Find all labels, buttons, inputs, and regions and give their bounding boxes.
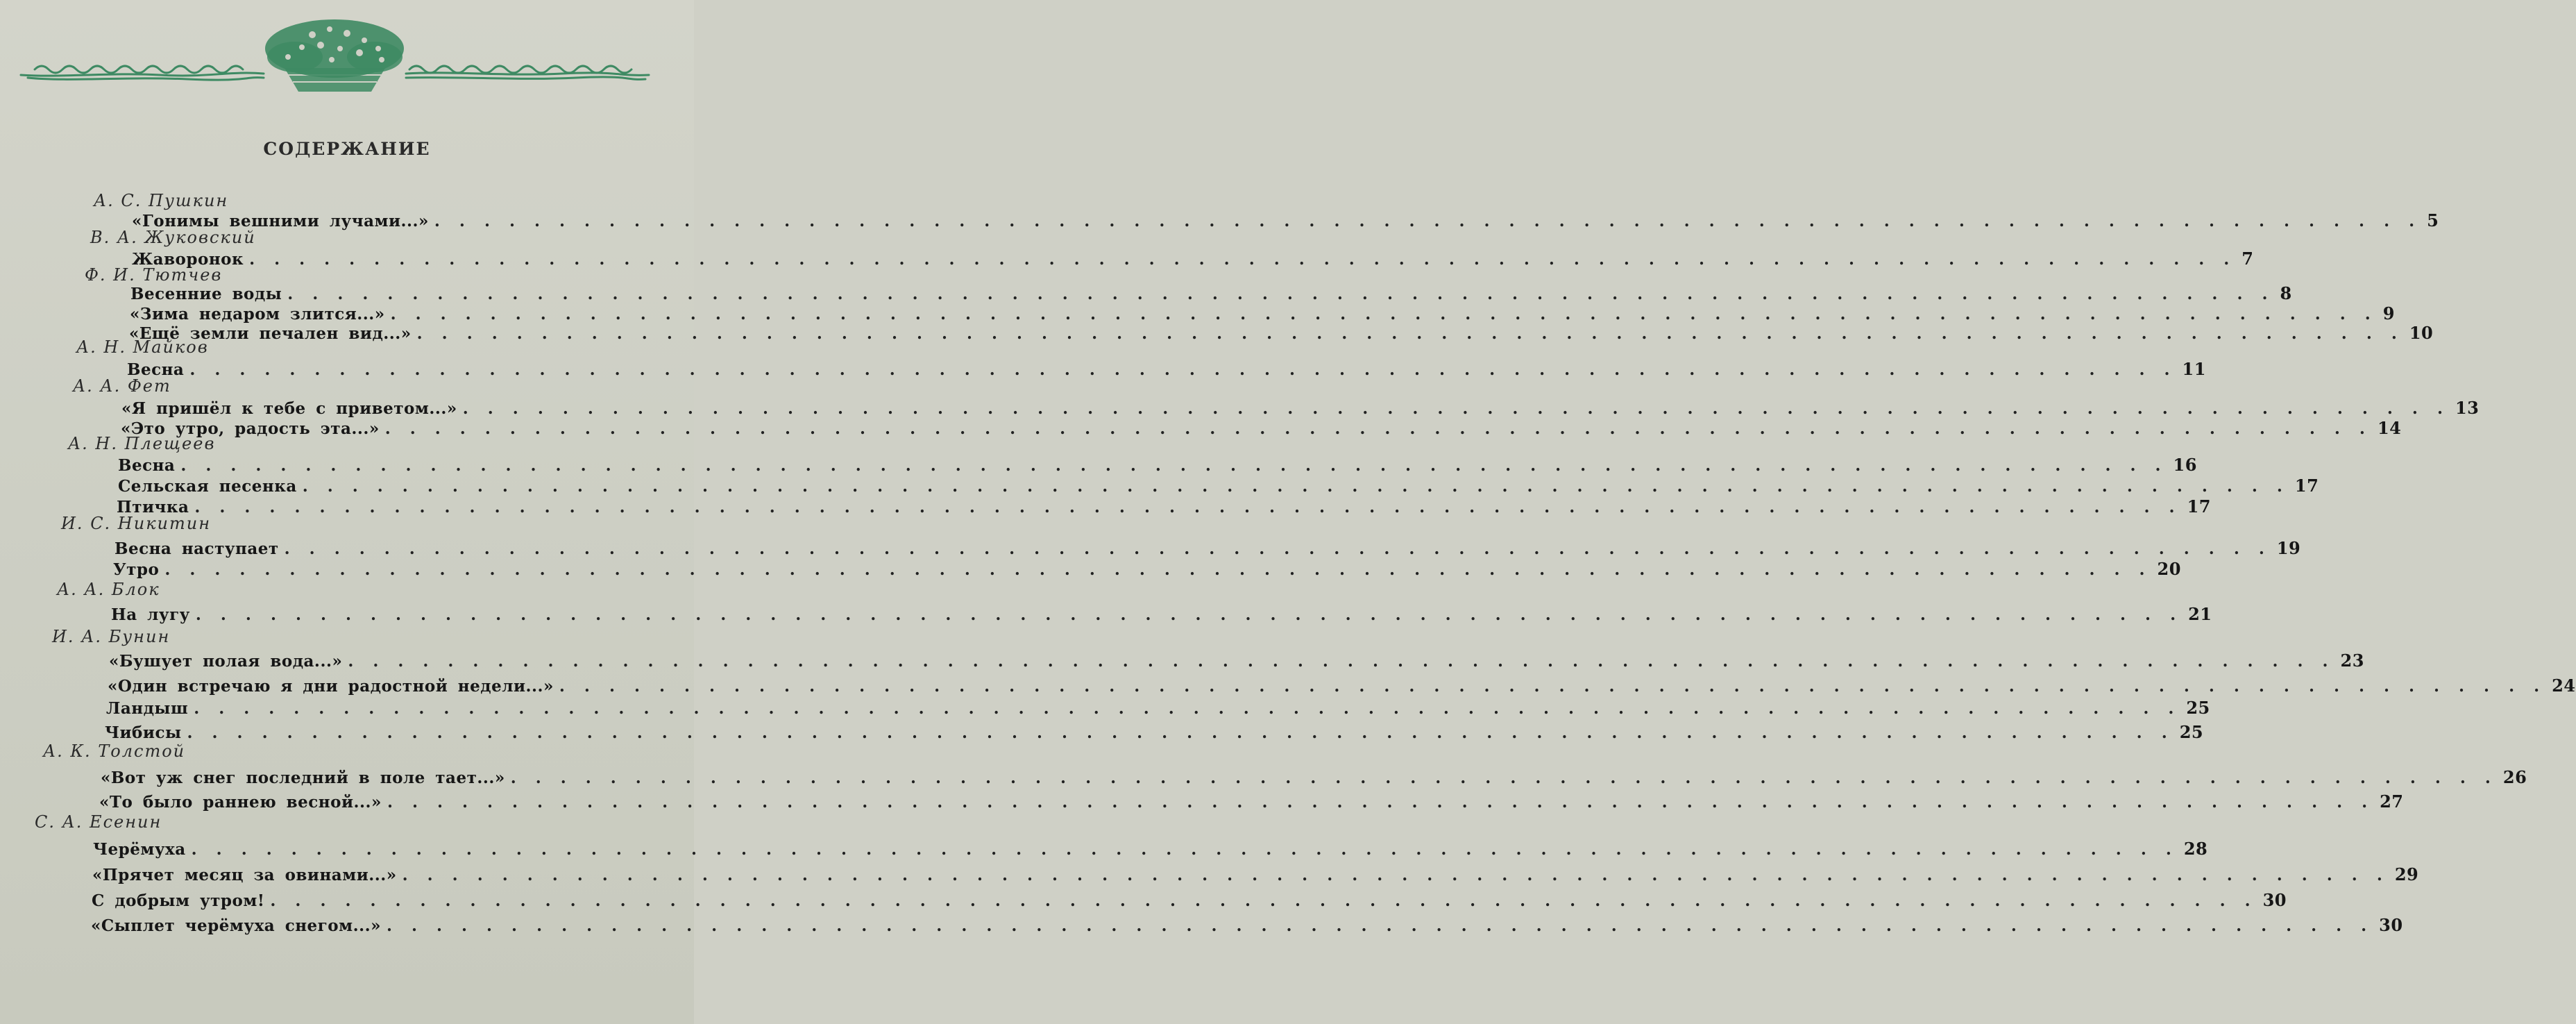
flower-basket-ornament-icon bbox=[21, 14, 649, 94]
page-number: 30 bbox=[2262, 890, 2287, 910]
dot-leader: . . . . . . . . . . . . . . . . . . . . . . . . . . . . . . . . . . . . . . . . . . . . . . . . . . . . . . . . . . . . . . . . . . . . . . . . . . . . . . . . bbox=[194, 498, 2182, 517]
poem-title: «Зима недаром злится...» bbox=[130, 305, 385, 324]
page-number: 16 bbox=[2173, 455, 2197, 475]
page-number: 20 bbox=[2157, 559, 2181, 579]
page-number: 7 bbox=[2242, 249, 2254, 269]
toc-entry bbox=[121, 398, 2480, 418]
author-name: А. Н. Плещеев bbox=[68, 434, 216, 453]
contents-heading: СОДЕРЖАНИЕ bbox=[263, 139, 431, 159]
toc-entry bbox=[101, 767, 2527, 787]
toc-entry bbox=[130, 303, 2395, 324]
toc-entry bbox=[118, 476, 2319, 496]
page-number: 27 bbox=[2380, 791, 2404, 812]
poem-title: Ландыш bbox=[106, 699, 189, 718]
toc-entry bbox=[115, 538, 2301, 558]
toc-entry bbox=[113, 559, 2181, 579]
poem-title: Весенние воды bbox=[130, 285, 282, 303]
toc-entry bbox=[108, 675, 2576, 696]
author-name: А. А. Блок bbox=[57, 580, 160, 599]
page-number: 10 bbox=[2409, 323, 2434, 343]
poem-title: С добрым утром! bbox=[92, 891, 265, 910]
page-number: 23 bbox=[2340, 651, 2364, 671]
page-number: 14 bbox=[2377, 418, 2402, 438]
author-name: А. К. Толстой bbox=[43, 741, 186, 761]
author-name: А. С. Пушкин bbox=[94, 191, 229, 210]
page-number: 13 bbox=[2455, 398, 2480, 418]
author-name: В. А. Жуковский bbox=[90, 228, 256, 247]
dot-leader: . . . . . . . . . . . . . . . . . . . . . . . . . . . . . . . . . . . . . . . . . . . . . . . . . . . . . . . . . . . . . . . . . . . . . . . . . . . . . . . . bbox=[390, 305, 2378, 324]
page-number: 25 bbox=[2179, 722, 2204, 742]
page-number: 21 bbox=[2188, 604, 2212, 624]
page-number: 25 bbox=[2186, 698, 2210, 718]
author-name: И. С. Никитин bbox=[61, 514, 212, 533]
dot-leader: . . . . . . . . . . . . . . . . . . . . . . . . . . . . . . . . . . . . . . . . . . . . . . . . . . . . . . . . . . . . . . . . . . . . . . . . . . . . . . . . bbox=[191, 840, 2178, 859]
toc-entry bbox=[106, 698, 2210, 718]
poem-title: Чибисы bbox=[105, 723, 182, 742]
dot-leader: . . . . . . . . . . . . . . . . . . . . . . . . . . . . . . . . . . . . . . . . . . . . . . . . . . . . . . . . . . . . . . . . . . . . . . . . . . . . . . . . bbox=[187, 723, 2174, 742]
page-number: 29 bbox=[2394, 864, 2419, 884]
dot-leader: . . . . . . . . . . . . . . . . . . . . . . . . . . . . . . . . . . . . . . . . . . . . . . . . . . . . . . . . . . . . . . . . . . . . . . . . . . . . . . . . bbox=[270, 891, 2257, 910]
author-name: А. А. Фет bbox=[73, 376, 171, 396]
toc-entry bbox=[91, 915, 2403, 935]
page-number: 17 bbox=[2294, 476, 2319, 496]
dot-leader: . . . . . . . . . . . . . . . . . . . . . . . . . . . . . . . . . . . . . . . . . . . . . . . . . . . . . . . . . . . . . . . . . . . . . . . . . . . . . . . . bbox=[416, 324, 2404, 343]
dot-leader: . . . . . . . . . . . . . . . . . . . . . . . . . . . . . . . . . . . . . . . . . . . . . . . . . . . . . . . . . . . . . . . . . . . . . . . . . . . . . . . . bbox=[180, 456, 2168, 475]
toc-entry bbox=[99, 791, 2404, 812]
toc-entry bbox=[111, 604, 2212, 624]
toc-entry bbox=[92, 890, 2287, 910]
page-number: 28 bbox=[2183, 839, 2208, 859]
dot-leader: . . . . . . . . . . . . . . . . . . . . . . . . . . . . . . . . . . . . . . . . . . . . . . . . . . . . . . . . . . . . . . . . . . . . . . . . . . . . . . . . bbox=[194, 699, 2181, 718]
dot-leader: . . . . . . . . . . . . . . . . . . . . . . . . . . . . . . . . . . . . . . . . . . . . . . . . . . . . . . . . . . . . . . . . . . . . . . . . . . . . . . . . bbox=[164, 560, 2152, 579]
poem-title: Сельская песенка bbox=[118, 477, 297, 496]
dot-leader: . . . . . . . . . . . . . . . . . . . . . . . . . . . . . . . . . . . . . . . . . . . . . . . . . . . . . . . . . . . . . . . . . . . . . . . . . . . . . . . . bbox=[189, 360, 2177, 379]
poem-title: Весна bbox=[127, 360, 185, 379]
toc-entry bbox=[109, 651, 2364, 671]
poem-title: «Один встречаю я дни радостной недели...» bbox=[108, 677, 554, 696]
page-number: 17 bbox=[2187, 496, 2211, 517]
poem-title: Жаворонок bbox=[132, 250, 244, 269]
poem-title: «Вот уж снег последний в поле тает...» bbox=[101, 769, 505, 787]
toc-entry bbox=[92, 864, 2419, 884]
poem-title: На лугу bbox=[111, 605, 190, 624]
toc-entry bbox=[105, 722, 2204, 742]
author-name: А. Н. Майков bbox=[76, 337, 209, 357]
dot-leader: . . . . . . . . . . . . . . . . . . . . . . . . . . . . . . . . . . . . . . . . . . . . . . . . . . . . . . . . . . . . . . . . . . . . . . . . . . . . . . . . bbox=[384, 419, 2372, 438]
toc-entry bbox=[130, 283, 2292, 303]
dot-leader: . . . . . . . . . . . . . . . . . . . . . . . . . . . . . . . . . . . . . . . . . . . . . . . . . . . . . . . . . . . . . . . . . . . . . . . . . . . . . . . . bbox=[284, 539, 2271, 558]
dot-leader: . . . . . . . . . . . . . . . . . . . . . . . . . . . . . . . . . . . . . . . . . . . . . . . . . . . . . . . . . . . . . . . . . . . . . . . . . . . . . . . . bbox=[387, 793, 2375, 812]
poem-title: «То было раннею весной...» bbox=[99, 793, 382, 812]
dot-leader: . . . . . . . . . . . . . . . . . . . . . . . . . . . . . . . . . . . . . . . . . . . . . . . . . . . . . . . . . . . . . . . . . . . . . . . . . . . . . . . . bbox=[402, 866, 2389, 884]
toc-entry bbox=[127, 359, 2206, 379]
poem-title: «Прячет месяц за овинами...» bbox=[92, 866, 397, 884]
author-name: И. А. Бунин bbox=[52, 627, 171, 646]
dot-leader: . . . . . . . . . . . . . . . . . . . . . . . . . . . . . . . . . . . . . . . . . . . . . . . . . . . . . . . . . . . . . . . . . . . . . . . . . . . . . . . . bbox=[195, 605, 2183, 624]
page-number: 9 bbox=[2382, 303, 2395, 324]
poem-title: Птичка bbox=[117, 498, 189, 517]
poem-title: «Ещё земли печален вид...» bbox=[129, 324, 412, 343]
author-name: Ф. И. Тютчев bbox=[85, 265, 223, 285]
author-name: С. А. Есенин bbox=[35, 812, 162, 832]
page-number: 11 bbox=[2182, 359, 2206, 379]
poem-title: Весна bbox=[118, 456, 176, 475]
dot-leader: . . . . . . . . . . . . . . . . . . . . . . . . . . . . . . . . . . . . . . . . . . . . . . . . . . . . . . . . . . . . . . . . . . . . . . . . . . . . . . . . bbox=[434, 212, 2422, 230]
toc-entry bbox=[93, 839, 2208, 859]
page-number: 30 bbox=[2379, 915, 2403, 935]
dot-leader: . . . . . . . . . . . . . . . . . . . . . . . . . . . . . . . . . . . . . . . . . . . . . . . . . . . . . . . . . . . . . . . . . . . . . . . . . . . . . . . . bbox=[348, 652, 2335, 671]
poem-title: «Бушует полая вода...» bbox=[109, 652, 343, 671]
dot-leader: . . . . . . . . . . . . . . . . . . . . . . . . . . . . . . . . . . . . . . . . . . . . . . . . . . . . . . . . . . . . . . . . . . . . . . . . . . . . . . . . bbox=[559, 677, 2547, 696]
page-number: 5 bbox=[2427, 210, 2439, 230]
dot-leader: . . . . . . . . . . . . . . . . . . . . . . . . . . . . . . . . . . . . . . . . . . . . . . . . . . . . . . . . . . . . . . . . . . . . . . . . . . . . . . . . bbox=[302, 477, 2289, 496]
poem-title: «Гонимы вешними лучами...» bbox=[132, 212, 429, 230]
poem-title: «Я пришёл к тебе с приветом...» bbox=[121, 399, 457, 418]
poem-title: «Сыплет черёмуха снегом...» bbox=[91, 916, 381, 935]
poem-title: «Это утро, радость эта...» bbox=[121, 419, 380, 438]
dot-leader: . . . . . . . . . . . . . . . . . . . . . . . . . . . . . . . . . . . . . . . . . . . . . . . . . . . . . . . . . . . . . . . . . . . . . . . . . . . . . . . . bbox=[510, 769, 2498, 787]
page-number: 19 bbox=[2276, 538, 2301, 558]
page-number: 8 bbox=[2280, 283, 2292, 303]
poem-title: Весна наступает bbox=[115, 539, 279, 558]
toc-entry bbox=[118, 455, 2197, 475]
poem-title: Утро bbox=[113, 560, 160, 579]
poem-title: Черёмуха bbox=[93, 840, 186, 859]
page-number: 26 bbox=[2502, 767, 2527, 787]
dot-leader: . . . . . . . . . . . . . . . . . . . . . . . . . . . . . . . . . . . . . . . . . . . . . . . . . . . . . . . . . . . . . . . . . . . . . . . . . . . . . . . . bbox=[287, 285, 2275, 303]
dot-leader: . . . . . . . . . . . . . . . . . . . . . . . . . . . . . . . . . . . . . . . . . . . . . . . . . . . . . . . . . . . . . . . . . . . . . . . . . . . . . . . . bbox=[249, 250, 2237, 269]
dot-leader: . . . . . . . . . . . . . . . . . . . . . . . . . . . . . . . . . . . . . . . . . . . . . . . . . . . . . . . . . . . . . . . . . . . . . . . . . . . . . . . . bbox=[386, 916, 2374, 935]
dot-leader: . . . . . . . . . . . . . . . . . . . . . . . . . . . . . . . . . . . . . . . . . . . . . . . . . . . . . . . . . . . . . . . . . . . . . . . . . . . . . . . . bbox=[462, 399, 2450, 418]
page-number: 24 bbox=[2552, 675, 2576, 696]
